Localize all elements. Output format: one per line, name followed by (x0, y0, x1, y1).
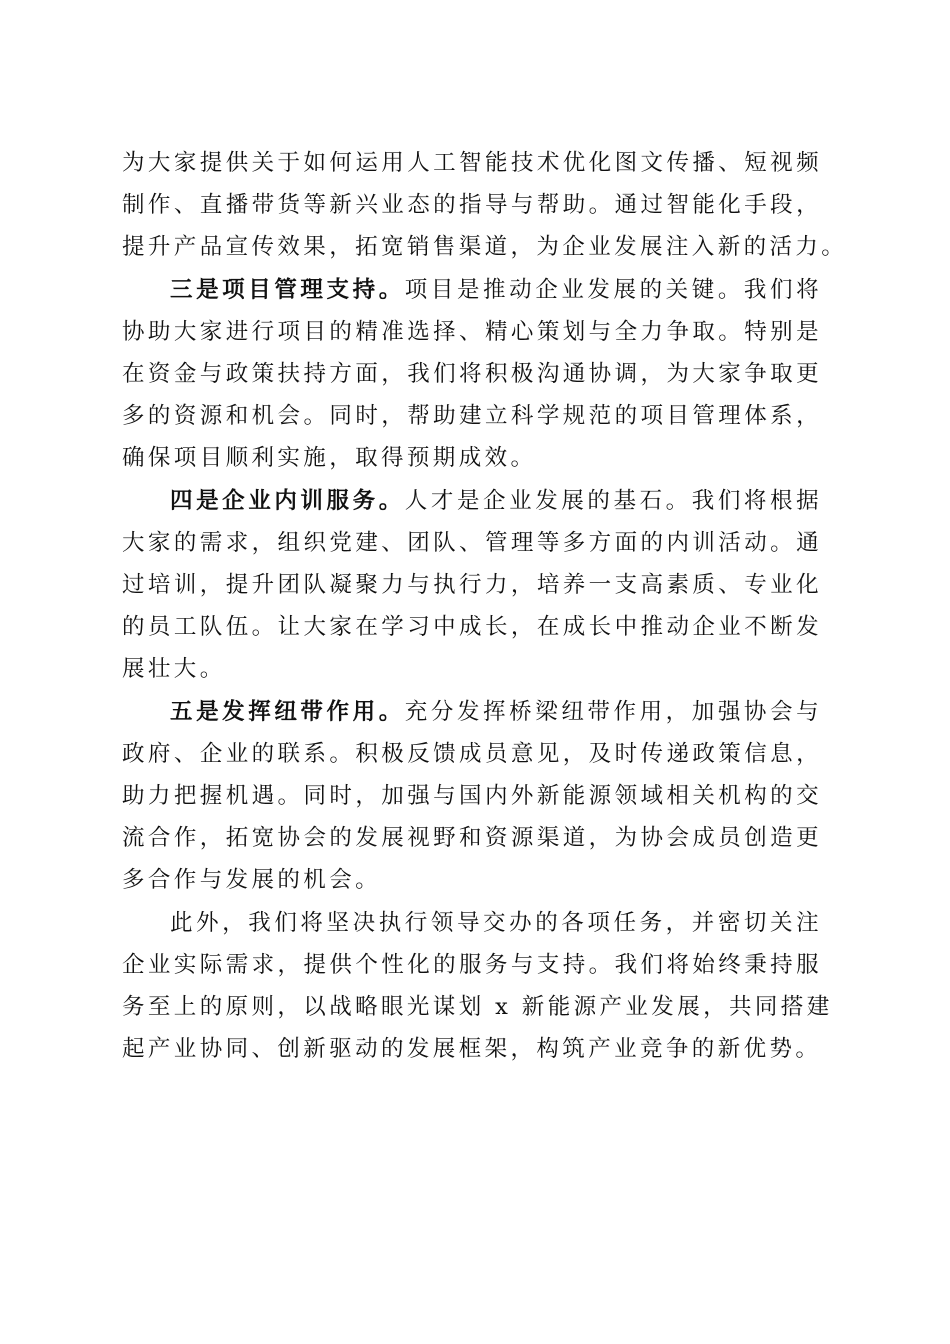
paragraph-heading: 三是项目管理支持。 (170, 276, 405, 303)
text-line: 大家的需求，组织党建、团队、管理等多方面的内训活动。通 (122, 529, 822, 556)
text-line: 在资金与政策扶持方面，我们将积极沟通协调，为大家争取更 (122, 361, 822, 388)
text-line: 过培训，提升团队凝聚力与执行力，培养一支高素质、专业化 (122, 572, 822, 599)
text-span: 充分发挥桥梁纽带作用，加强协会与 (404, 698, 823, 725)
text-line (122, 691, 822, 733)
paragraph-project-management (122, 269, 822, 480)
paragraph-heading: 五是发挥纽带作用。 (170, 698, 405, 725)
text-line: 政府、企业的联系。积极反馈成员意见，及时传递政策信息， (122, 740, 822, 767)
paragraph-bridge-role (122, 691, 822, 902)
text-line: 提升产品宣传效果，拓宽销售渠道，为企业发展注入新的活力。 (122, 234, 848, 261)
text-line: 协助大家进行项目的精准选择、精心策划与全力争取。特别是 (122, 318, 822, 345)
text-line: 企业实际需求，提供个性化的服务与支持。我们将始终秉持服 (122, 951, 822, 978)
text-line: 的员工队伍。让大家在学习中成长，在成长中推动企业不断发 (122, 614, 822, 641)
document-page (122, 142, 848, 1070)
text-line: 多合作与发展的机会。 (122, 867, 382, 894)
text-line: 此外，我们将坚决执行领导交办的各项任务，并密切关注 (170, 909, 822, 936)
text-line: 务至上的原则，以战略眼光谋划 x 新能源产业发展，共同搭建 (122, 994, 833, 1021)
text-line: 助力把握机遇。同时，加强与国内外新能源领域相关机构的交 (122, 783, 822, 810)
paragraph-heading: 四是企业内训服务。 (170, 487, 405, 514)
text-span: 人才是企业发展的基石。我们将根据 (404, 487, 823, 514)
text-line (122, 269, 822, 311)
paragraph-ai-guidance (122, 142, 848, 269)
text-line: 展壮大。 (122, 656, 226, 683)
paragraph-closing (122, 902, 833, 1071)
text-line: 制作、直播带货等新兴业态的指导与帮助。通过智能化手段， (122, 192, 822, 219)
text-line (122, 480, 822, 522)
text-line: 为大家提供关于如何运用人工智能技术优化图文传播、短视频 (122, 150, 822, 176)
text-line: 多的资源和机会。同时，帮助建立科学规范的项目管理体系， (122, 403, 822, 430)
text-line: 流合作，拓宽协会的发展视野和资源渠道，为协会成员创造更 (122, 825, 822, 852)
text-line: 起产业协同、创新驱动的发展框架，构筑产业竞争的新优势。 (122, 1036, 822, 1063)
text-span: 项目是推动企业发展的关键。我们将 (404, 276, 823, 303)
paragraph-internal-training (122, 480, 822, 691)
text-line: 确保项目顺利实施，取得预期成效。 (122, 445, 537, 472)
